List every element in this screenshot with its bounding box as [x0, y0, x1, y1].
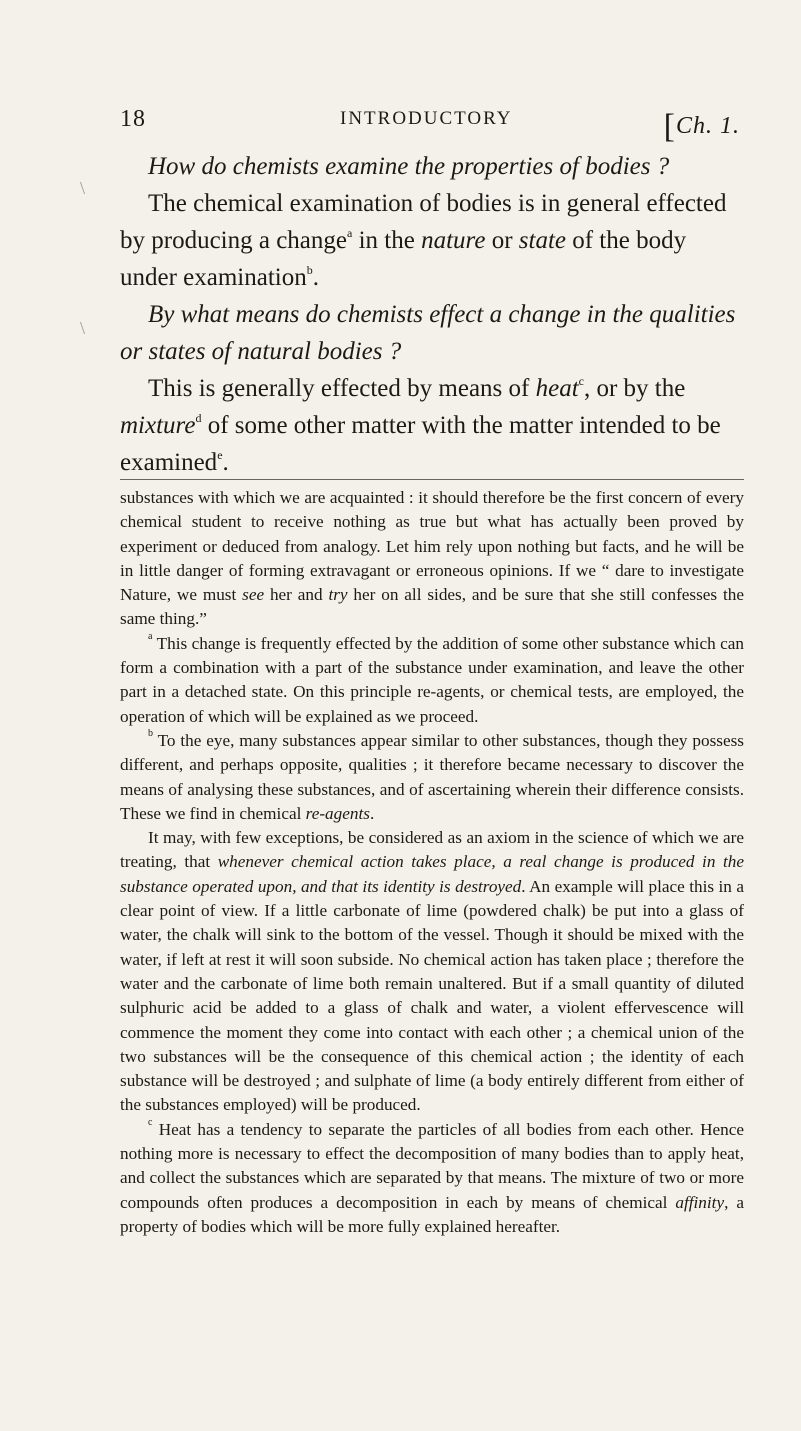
margin-pencil-mark: \ [80, 318, 86, 338]
footnote-continued: substances with which we are acquainted : it should therefore be the first concern of every chemical student to receive nothing as true but what has actually been proved by experiment or deduced from analogy. Let him rely upon nothing but facts, and he will be in little danger of forming extravagant or erroneous opinions. If we “ dare to investigate Nature, we must see her and try her on all sides, and be sure that she still confesses the same thing.” [120, 488, 744, 629]
chapter-reference: [Ch. 1. [663, 108, 740, 145]
footnote-b-continued: It may, with few exceptions, be considered as an axiom in the science of which we are treating, that whenever chemical action takes place, a real change is produced in the substance operated upon, and that its identity is destroyed. An example will place this in a clear point of view. If a little carbonate of lime (powdered chalk) be put into a glass of water, the chalk will sink to the bottom of the vessel. Though it should be mixed with the water, if left at rest it will soon subside. No chemical action has taken place ; therefore the water and the carbonate of lime both remain unaltered. But if a small quantity of diluted sulphuric acid be added to a glass of chalk and water, a violent effervescence will commence the moment they come into contact with each other ; a chemical union of the two substances will be the consequence of this chemical action ; the identity of each substance will be destroyed ; and sulphate of lime (a body entirely different from either of the substances employed) will be produced. [120, 828, 744, 1115]
footnote-c: $^c$ Heat has a tendency to separate the particles of all bodies from each other. Hence nothing more is necessary to effect the decomposition of many bodies than to apply heat, and collect the substances which are separated by that means. The mixture of two or more compounds often produces a decomposition in each by means of chemical affinity, a property of bodies which will be more fully explained hereafter. [120, 1116, 744, 1236]
running-title: INTRODUCTORY [340, 108, 513, 129]
answer-1: The chemical examination of bodies is in general effected by producing a change$^a$ in the nature or state of the body under examination$^b$. [120, 190, 727, 291]
footnotes [120, 486, 744, 1239]
question-1: How do chemists examine the properties of bodies ? [148, 153, 670, 180]
margin-pencil-mark: \ [80, 178, 86, 198]
main-text [120, 148, 744, 481]
footnote-divider [120, 479, 744, 480]
answer-2: This is generally effected by means of heat$^c$, or by the mixture$^d$ of some other matter with the matter intended to be examined$^e$. [120, 373, 721, 476]
page-header [120, 98, 740, 145]
footnote-b: $^b$ To the eye, many substances appear similar to other substances, though they possess different, and perhaps opposite, qualities ; it therefore became necessary to discover the means of analysing these substances, and of ascertaining wherein their difference consists. These we find in chemical re-agents. [120, 728, 744, 823]
question-2: By what means do chemists effect a change in the qualities or states of natural bodies ? [120, 301, 736, 365]
page-number: 18 [120, 106, 146, 132]
footnote-a: $^a$ This change is frequently effected by the addition of some other substance which can form a combination with a part of the substance under examination, and leave the other part in a detached state. On this principle re-agents, or chemical tests, are employed, the operation of which will be explained as we proceed. [120, 631, 744, 726]
